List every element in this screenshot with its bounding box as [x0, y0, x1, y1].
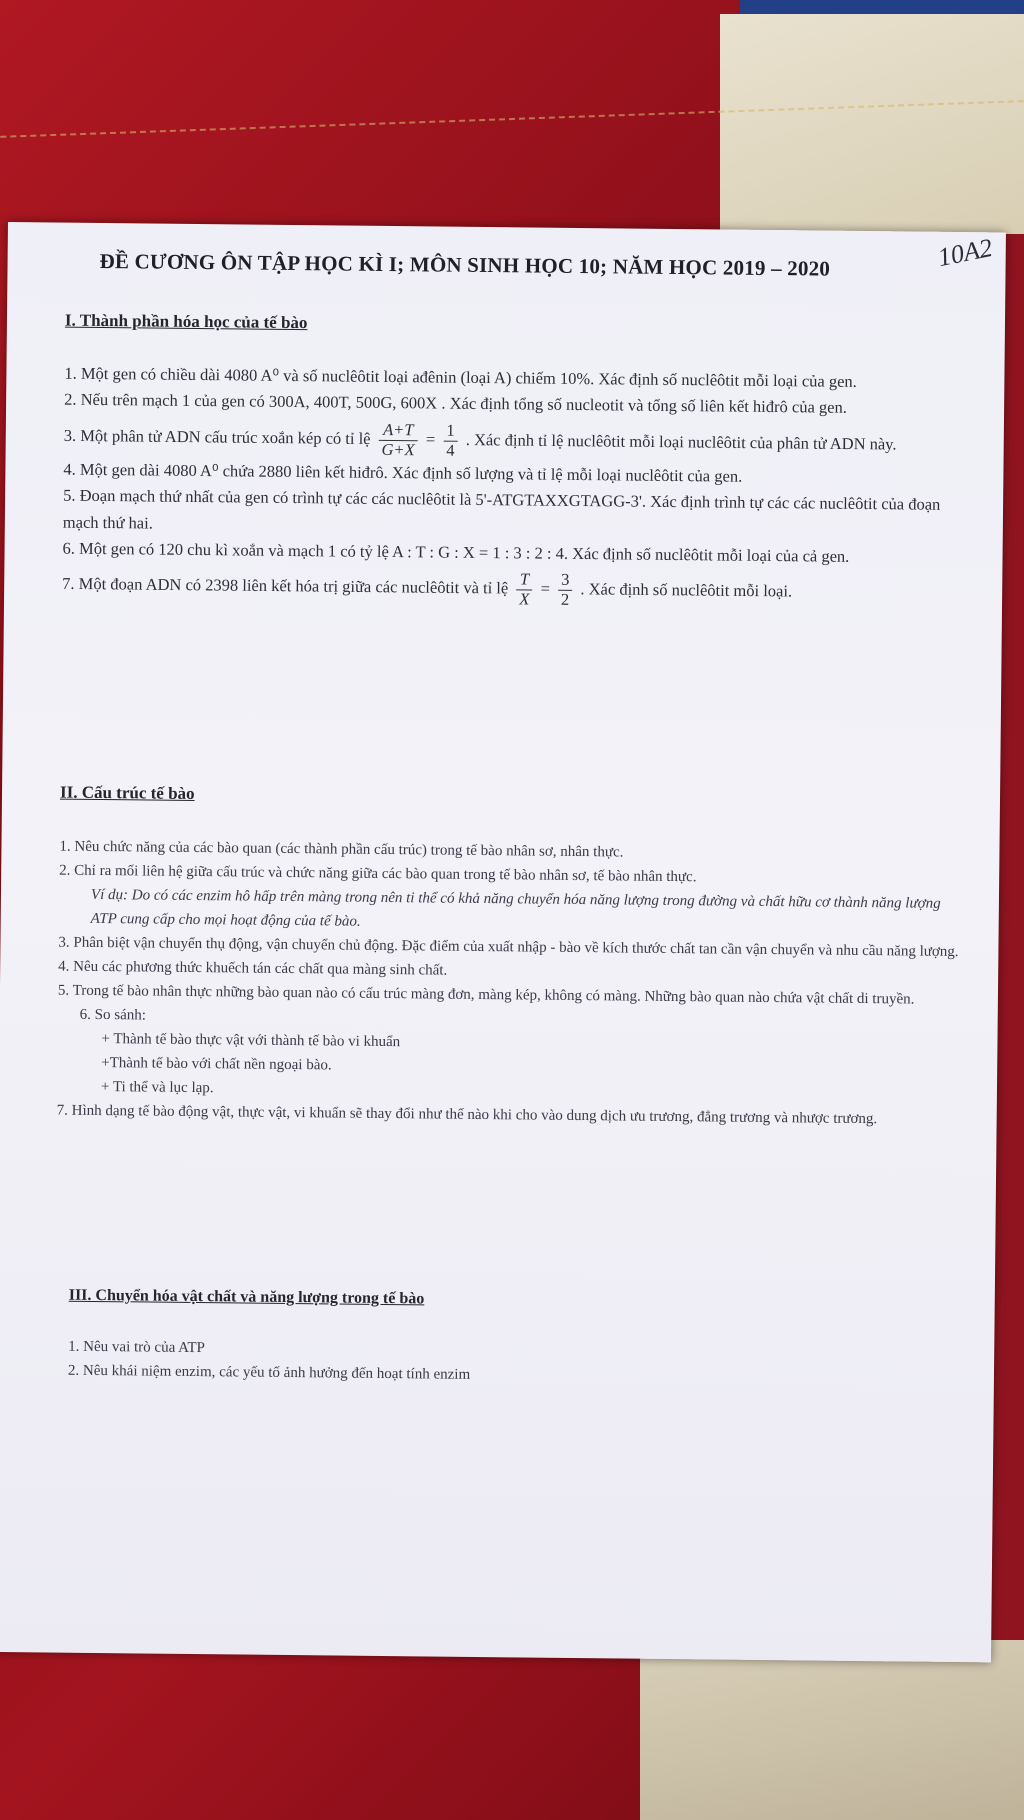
s1-q7-text-before: 7. Một đoạn ADN có 2398 liên kết hóa trị giữa các nuclêôtit và tỉ lệ: [62, 574, 509, 598]
s1-question-7: [62, 566, 972, 614]
s3-question-1: 1. Nêu vai trò của ATP: [68, 1338, 205, 1357]
s2-question-6-b: +Thành tế bào với chất nền ngoại bào.: [101, 1055, 332, 1074]
s1-question-1: 1. Một gen có chiều dài 4080 A⁰ và số nuclêôtit loại ađênin (loại A) chiếm 10%. Xác định số nuclêôtit mỗi loại của gen.: [64, 363, 857, 391]
s1-q7-ratio: [516, 571, 533, 610]
section-1-body: [62, 361, 975, 615]
s1-q3-denominator: G+X: [381, 439, 415, 460]
section-2-heading: II. Cấu trúc tế bào: [59, 782, 195, 803]
s2-question-6-c: + Ti thể và lục lạp.: [100, 1079, 214, 1097]
s2-question-2: 2. Chỉ ra mối liên hệ giữa cấu trúc và chức năng giữa các bào quan trong tế bào nhân sơ, tế bào nhân thực.: [59, 862, 697, 886]
s2-question-4: 4. Nêu các phương thức khuếch tán các chất qua màng sinh chất.: [58, 958, 448, 979]
s1-q3-value-den: 4: [446, 440, 455, 460]
section-3-heading: III. Chuyển hóa vật chất và năng lượng trong tế bào: [68, 1286, 425, 1308]
s1-q7-numerator: T: [516, 571, 532, 591]
s1-question-4: 4. Một gen dài 4080 A⁰ chứa 2880 liên kết hiđrô. Xác định số lượng và tỉ lệ mỗi loại nuclêôtit của gen.: [63, 459, 743, 486]
section-3-body: [68, 1335, 978, 1393]
s1-q3-numerator: A+T: [379, 421, 418, 441]
section-1-heading: I. Thành phần hóa học của tế bào: [64, 310, 308, 333]
s1-q7-denominator: X: [519, 589, 530, 609]
s2-question-3: 3. Phân biệt vận chuyển thụ động, vận chuyển chủ động. Đặc điểm của xuất nhập - bào về kích thước chất tan cần vận chuyển và nhu cầu năng lượng.: [58, 934, 959, 960]
s1-q3-equals: =: [425, 429, 436, 449]
s2-question-1: 1. Nêu chức năng của các bào quan (các thành phần cấu trúc) trong tế bào nhân sơ, nhân thực.: [59, 838, 624, 861]
s2-question-5: 5. Trong tế bào nhân thực những bào quan nào có cấu trúc màng đơn, màng kép, không có màng. Những bào quan nào chứa vật chất di truyền.: [57, 982, 915, 1008]
blue-fabric-strip: [740, 0, 1024, 14]
s2-question-6-a: + Thành tế bào thực vật với thành tế bào vi khuẩn: [101, 1031, 401, 1051]
s1-q3-value: [443, 421, 458, 460]
s1-q3-text-after: . Xác định tỉ lệ nuclêôtit mỗi loại nuclêôtit của phân tử ADN này.: [465, 429, 897, 454]
s1-q7-value: [558, 571, 573, 610]
s2-question-7: 7. Hình dạng tế bào động vật, thực vật, vi khuẩn sẽ thay đổi như thế nào khi cho vào dung dịch ưu trương, đẳng trương và nhược trương.: [56, 1102, 878, 1128]
s1-q7-value-num: 3: [558, 571, 572, 591]
s2-question-6: 6. So sánh:: [79, 1006, 147, 1024]
s1-question-5: 5. Đoạn mạch thứ nhất của gen có trình tự các các nuclêôtit là 5'-ATGTAXXGTAGG-3'. Xác định trình tự các các nuclêôtit của đoạn mạch thứ hai.: [62, 485, 941, 533]
s1-q7-text-after: . Xác định số nuclêôtit mỗi loại.: [580, 579, 793, 601]
s3-question-2: 2. Nêu khái niệm enzim, các yếu tố ảnh hưởng đến hoạt tính enzim: [67, 1362, 471, 1383]
s1-q7-value-den: 2: [560, 590, 570, 610]
document-sheet: [0, 222, 1006, 1662]
section-2-body: [57, 835, 970, 1133]
s1-question-2: 2. Nếu trên mạch 1 của gen có 300A, 400T, 500G, 600X . Xác định tổng số nucleotit và tổng số liên kết hiđrô của gen.: [64, 389, 848, 418]
cream-fabric: [720, 14, 1024, 234]
cream-fabric-bottom: [640, 1640, 1024, 1820]
document-title: ĐỀ CƯƠNG ÔN TẬP HỌC KÌ I; MÔN SINH HỌC 10; NĂM HỌC 2019 – 2020: [99, 248, 831, 281]
s1-q7-equals: =: [540, 579, 551, 599]
s1-question-6: 6. Một gen có 120 chu kì xoắn và mạch 1 có tỷ lệ A : T : G : X = 1 : 3 : 2 : 4. Xác định số nuclêôtit mỗi loại của cả gen.: [62, 538, 850, 566]
s1-q3-text-before: 3. Một phân tử ADN cấu trúc xoắn kép có tỉ lệ: [63, 425, 371, 448]
s1-q3-ratio: [378, 421, 418, 460]
handwritten-class-note: 10A2: [935, 232, 995, 273]
s2-question-2-example: Ví dụ: Do có các enzim hô hấp trên màng trong nên ti thể có khả năng chuyển hóa năng lượng trong đường và chất hữu cơ thành năng lượng ATP cung cấp cho mọi hoạt động của tế bào.: [90, 886, 941, 930]
s1-q3-value-num: 1: [443, 421, 457, 441]
